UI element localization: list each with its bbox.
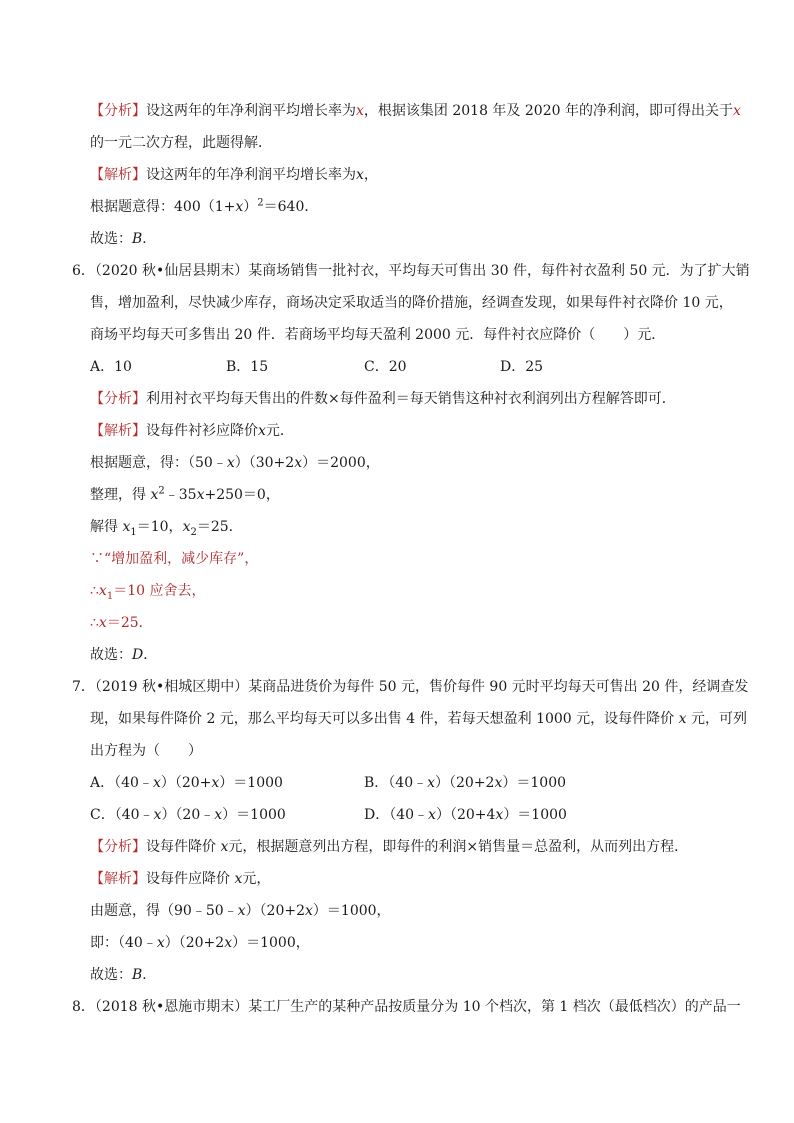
q7-analysis: 【分析】设每件降价 x元，根据题意列出方程，即每件的利润×销售量＝总盈利，从而列出方程． xyxy=(90,839,689,855)
q6-solution-line2: 根据题意，得：（50﹣x）（30+2x）＝2000， xyxy=(90,455,380,471)
q5-solution-line2: 根据题意得：$400(1+x)^2=640$． xyxy=(90,197,319,215)
q7-option-d: D．（40﹣x）（20+4x）＝1000 xyxy=(364,807,567,823)
q6-solution-line1: 【解析】设每件衬衫应降价x元． xyxy=(90,423,294,439)
q7-stem-line2: 现，如果每件降价 2 元，那么平均每天可以多出售 4 件，若每天想盈利 1000 元，设每件降价 x 元，可列 xyxy=(90,711,747,727)
q6-solution-line3: 整理，得 $x^2﹣35x+250=0$， xyxy=(90,485,280,503)
q5-analysis-line2: 的一元二次方程，此题得解． xyxy=(90,135,272,151)
q7-solution-line1: 【解析】设每件应降价 x元， xyxy=(90,871,271,887)
q6-stem-line3: 商场平均每天可多售出 20 件．若商场平均每天盈利 2000 元．每件衬衣应降价（ ）元． xyxy=(90,327,666,343)
q5-solution-line3: 故选：B． xyxy=(90,231,157,247)
q7-option-c: C．（40﹣x）（20﹣x）＝1000 xyxy=(90,807,286,823)
q6-stem-line2: 售，增加盈利，尽快减少库存，商场决定采取适当的降价措施，经调查发现，如果每件衬衣降价 10 元， xyxy=(90,295,733,311)
q6-solution-line7: ∴x＝25． xyxy=(90,615,153,631)
q6-option-d: D．25 xyxy=(500,359,544,375)
q7-solution-line4: 故选：B． xyxy=(90,967,157,983)
q7-stem-line3: 出方程为（ ） xyxy=(90,743,202,759)
q6-solution-line6: $\therefore x_1=10$ 应舍去， xyxy=(90,583,206,602)
solution-tag: 【解析】 xyxy=(90,871,146,887)
q5-analysis-line1: 【分析】设这两年的年净利润平均增长率为x，根据该集团 2018 年及 2020 年的净利润，即可得出关于x xyxy=(90,103,741,119)
q7-solution-line2: 由题意，得（90﹣50﹣x）（20+2x）＝1000， xyxy=(90,903,391,919)
q7-option-b: B．（40﹣x）（20+2x）＝1000 xyxy=(364,775,567,791)
q6-solution-line8: 故选：D． xyxy=(90,647,158,663)
q6-solution-line5: ∵“增加盈利，减少库存”， xyxy=(90,551,259,567)
q7-stem-line1: 7．（2019 秋•相城区期中）某商品进货价为每件 50 元，售价每件 90 元时平均每天可售出 20 件，经调查发 xyxy=(72,679,749,695)
q6-analysis: 【分析】利用衬衣平均每天售出的件数×每件盈利＝每天销售这种衬衣利润列出方程解答即可． xyxy=(90,391,676,407)
analysis-tag: 【分析】 xyxy=(90,839,146,855)
q6-stem-line1: 6．（2020 秋•仙居县期末）某商场销售一批衬衣，平均每天可售出 30 件，每件衬衣盈利 50 元．为了扩大销 xyxy=(72,263,750,279)
q7-solution-line3: 即：（40﹣x）（20+2x）＝1000， xyxy=(90,935,310,951)
analysis-tag: 【分析】 xyxy=(90,103,146,119)
q6-solution-line4: 解得 $x_1=10$，$x_2=25$． xyxy=(90,519,243,538)
q8-stem-line1: 8．（2018 秋•恩施市期末）某工厂生产的某种产品按质量分为 10 个档次，第 1 档次（最低档次）的产品一 xyxy=(72,999,741,1015)
q6-option-b: B．15 xyxy=(226,359,269,375)
q5-solution-line1: 【解析】设这两年的年净利润平均增长率为x， xyxy=(90,167,378,183)
q6-option-c: C．20 xyxy=(364,359,407,375)
solution-tag: 【解析】 xyxy=(90,167,146,183)
q7-option-a: A．（40﹣x）（20+x）＝1000 xyxy=(90,775,283,791)
analysis-tag: 【分析】 xyxy=(90,391,146,407)
q6-option-a: A．10 xyxy=(90,359,132,375)
solution-tag: 【解析】 xyxy=(90,423,146,439)
